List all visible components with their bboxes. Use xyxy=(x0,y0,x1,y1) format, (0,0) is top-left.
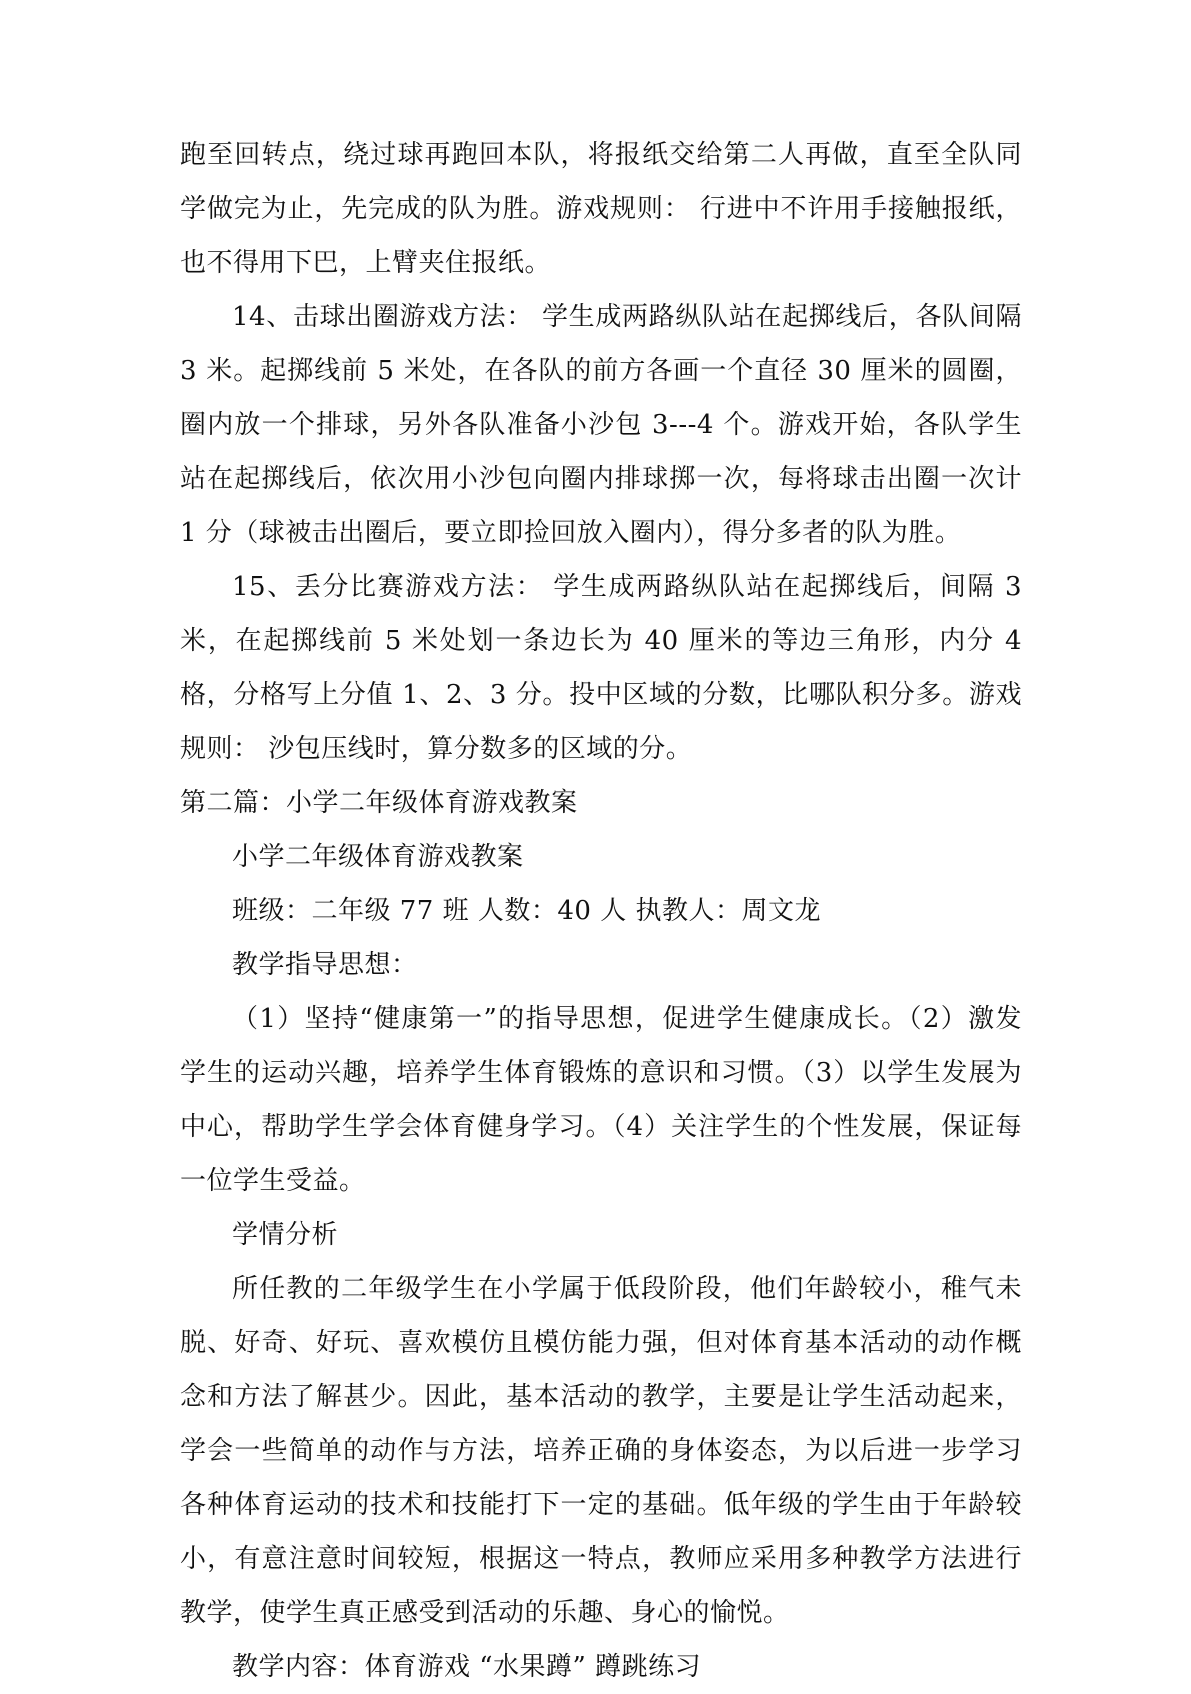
guiding-thought-heading: 教学指导思想： xyxy=(232,950,418,980)
document-body xyxy=(180,128,1022,1694)
lesson-title: 小学二年级体育游戏教案 xyxy=(232,842,524,872)
paragraph-game-15: 15、丢分比赛游戏方法： 学生成两路纵队站在起掷线后，间隔 3 米，在起掷线前 5 米处划一条边长为 40 厘米的等边三角形，内分 4 格，分格写上分值 1、2、3 分。投中区域的分数，比哪队积分多。游戏规则： 沙包压线时，算分数多的区域的分。 xyxy=(180,572,1022,764)
class-info: 班级：二年级 77 班 人数：40 人 执教人：周文龙 xyxy=(232,896,821,926)
guiding-thought-body: （1）坚持“健康第一”的指导思想，促进学生健康成长。（2）激发学生的运动兴趣，培养学生体育锻炼的意识和习惯。（3）以学生发展为中心，帮助学生学会体育健身学习。（4）关注学生的个性发展，保证每一位学生受益。 xyxy=(180,1004,1022,1196)
student-analysis-body: 所任教的二年级学生在小学属于低段阶段，他们年龄较小，稚气未脱、好奇、好玩、喜欢模仿且模仿能力强，但对体育基本活动的动作概念和方法了解甚少。因此，基本活动的教学，主要是让学生活动起来，学会一些简单的动作与方法，培养正确的身体姿态，为以后进一步学习各种体育运动的技术和技能打下一定的基础。低年级的学生由于年龄较小，有意注意时间较短，根据这一特点，教师应采用多种教学方法进行教学，使学生真正感受到活动的乐趣、身心的愉悦。 xyxy=(180,1274,1022,1628)
student-analysis-heading: 学情分析 xyxy=(232,1220,339,1250)
teaching-content: 教学内容：体育游戏 “水果蹲” 蹲跳练习 xyxy=(232,1652,702,1682)
paragraph-game-14: 14、击球出圈游戏方法： 学生成两路纵队站在起掷线后，各队间隔 3 米。起掷线前 5 米处，在各队的前方各画一个直径 30 厘米的圆圈，圈内放一个排球，另外各队准备小沙包 3---4 个。游戏开始，各队学生站在起掷线后，依次用小沙包向圈内排球掷一次，每将球击出圈一次计 1 分（球被击出圈后，要立即捡回放入圈内），得分多者的队为胜。 xyxy=(180,302,1022,548)
section-heading: 第二篇：小学二年级体育游戏教案 xyxy=(180,788,578,818)
paragraph-continuation: 跑至回转点，绕过球再跑回本队，将报纸交给第二人再做，直至全队同学做完为止，先完成的队为胜。游戏规则： 行进中不许用手接触报纸，也不得用下巴，上臂夹住报纸。 xyxy=(180,140,1022,278)
